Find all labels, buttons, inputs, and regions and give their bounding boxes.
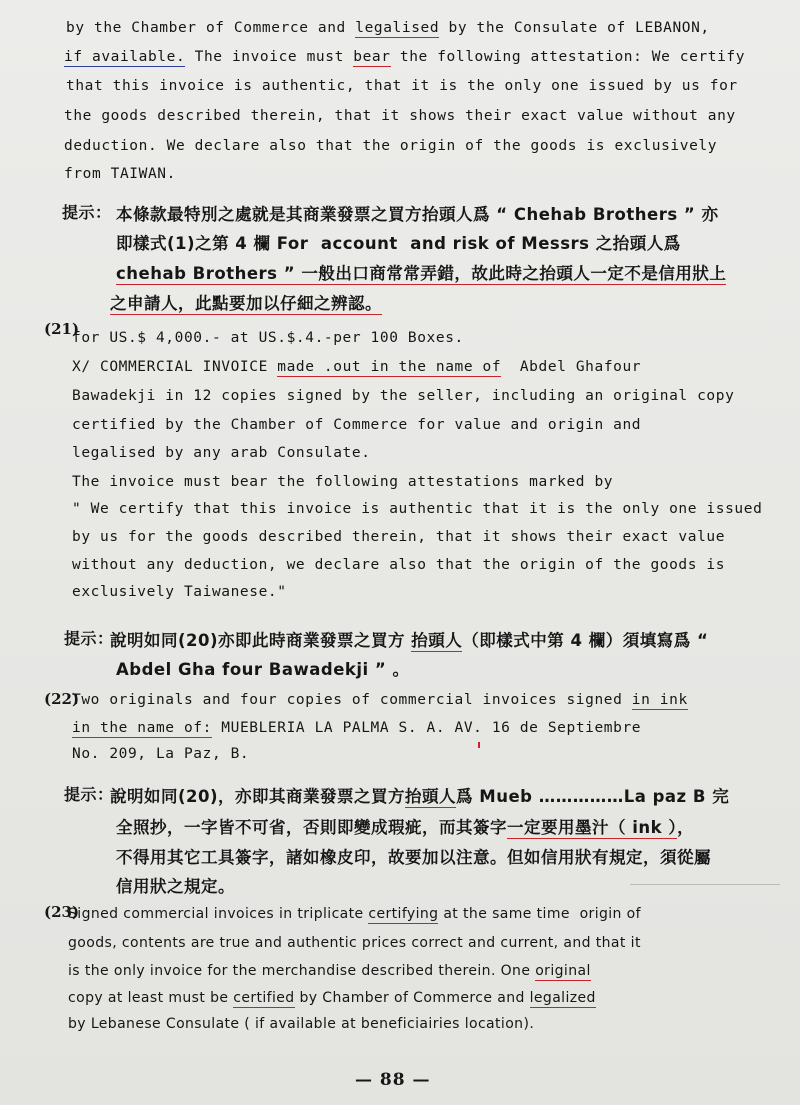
ink-mark — [478, 742, 480, 748]
zh-line: 本條款最特別之處就是其商業發票之買方抬頭人爲 “ Chehab Brothers ” 亦 — [116, 205, 719, 224]
zh-line: 全照抄，一字皆不可省，否則即變成瑕疵，而其簽字一定要用墨汁（ ink ）， — [116, 818, 695, 837]
section-number: (23) — [44, 903, 80, 921]
zh-line: 說明如同(20)亦即此時商業發票之買方 抬頭人（即樣式中第 4 欄）須填寫爲 “ — [110, 631, 709, 650]
text-line: deduction. We declare also that the origin of the goods is exclusively — [64, 138, 718, 154]
zh-line: 說明如同(20)，亦即其商業發票之買方抬頭人爲 Mueb ……………La paz B 完 — [110, 787, 730, 806]
zh-line: Abdel Gha four Bawadekji ” 。 — [116, 660, 410, 679]
text-line: by Lebanese Consulate ( if available at beneficiairies location). — [68, 1016, 535, 1032]
bleed-through-mark — [630, 884, 780, 885]
section-number: (22) — [44, 690, 80, 708]
text-line: certified by the Chamber of Commerce for value and origin and — [72, 417, 642, 433]
text-line: without any deduction, we declare also that the origin of the goods is — [72, 557, 726, 573]
text-line: the goods described therein, that it shows their exact value without any — [64, 108, 736, 124]
page-number: — 88 — — [355, 1070, 431, 1090]
text-line: if available. The invoice must bear the following attestation: We certify — [64, 49, 746, 65]
text-line: goods, contents are true and authentic prices correct and current, and that it — [68, 935, 641, 951]
text-line: in the name of: MUEBLERIA LA PALMA S. A. AV. 16 de Septiembre — [72, 720, 642, 736]
tip-label: 提示： — [62, 203, 112, 222]
section-number: (21) — [44, 320, 80, 338]
text-line: by us for the goods described therein, that it shows their exact value — [72, 529, 726, 545]
text-line: legalised by any arab Consulate. — [72, 445, 371, 461]
zh-line: 之申請人，此點要加以仔細之辨認。 — [110, 294, 382, 313]
text-line: The invoice must bear the following attestations marked by — [72, 474, 614, 490]
text-line: copy at least must be certified by Chamber of Commerce and legalized — [68, 990, 596, 1006]
text-line: for US.$ 4,000.- at US.$.4.-per 100 Boxes. — [72, 330, 464, 346]
tip-label: 提示： — [64, 629, 114, 648]
zh-line: 不得用其它工具簽字，諸如橡皮印，故要加以注意。但如信用狀有規定，須從屬 — [116, 848, 711, 867]
zh-line: 即樣式(1)之第 4 欄 For account and risk of Messrs 之抬頭人爲 — [116, 234, 681, 253]
zh-line: chehab Brothers ” 一般出口商常常弄錯，故此時之抬頭人一定不是信用狀上 — [116, 264, 727, 283]
text-line: that this invoice is authentic, that it is the only one issued by us for — [66, 78, 738, 94]
text-line: Bawadekji in 12 copies signed by the seller, including an original copy — [72, 388, 735, 404]
text-line: by the Chamber of Commerce and legalised by the Consulate of LEBANON, — [66, 20, 710, 36]
text-line: exclusively Taiwanese." — [72, 584, 287, 600]
text-line: " We certify that this invoice is authentic that it is the only one issued — [72, 501, 763, 517]
tip-label: 提示： — [64, 785, 114, 804]
text-line: Two originals and four copies of commercial invoices signed in ink — [72, 692, 688, 708]
text-line: from TAIWAN. — [64, 166, 176, 182]
zh-line: 信用狀之規定。 — [116, 877, 235, 896]
text-line: is the only invoice for the merchandise described therein. One original — [68, 963, 591, 979]
text-line: X/ COMMERCIAL INVOICE made .out in the name of Abdel Ghafour — [72, 359, 642, 375]
text-line: Signed commercial invoices in triplicate certifying at the same time origin of — [68, 906, 641, 922]
text-line: No. 209, La Paz, B. — [72, 746, 250, 762]
